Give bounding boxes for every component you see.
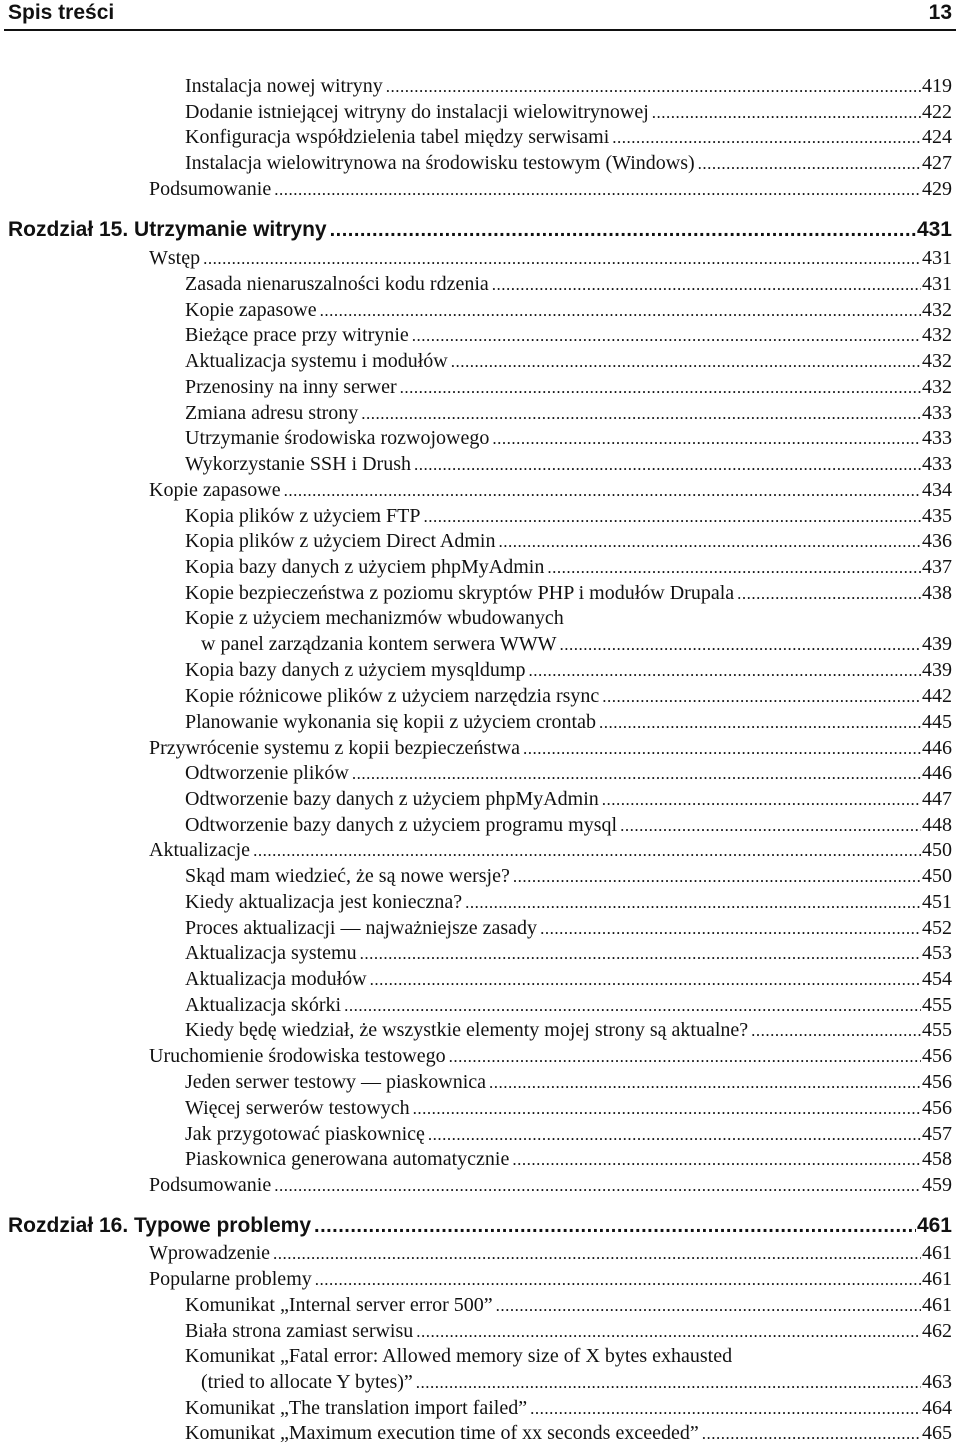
toc-entry[interactable]: [185, 425, 952, 452]
toc-entry-title: Kiedy będę wiedział, że wszystkie elementy mojej strony są aktualne?: [185, 1019, 749, 1041]
dot-leader: [320, 298, 921, 324]
dot-leader: [203, 246, 921, 272]
toc-entry[interactable]: [185, 1292, 952, 1319]
dot-leader: [612, 125, 921, 151]
toc-entry-page: 456: [922, 1097, 952, 1119]
toc-entry[interactable]: [185, 99, 952, 126]
toc-entry-title: Odtworzenie bazy danych z użyciem programu mysql: [185, 814, 618, 836]
toc-entry[interactable]: [185, 374, 952, 401]
toc-entry-title: Kopie zapasowe: [149, 479, 281, 501]
toc-entry-title: Aktualizacje: [149, 839, 251, 861]
dot-leader: [492, 426, 921, 452]
toc-entry-title: Instalacja wielowitrynowa na środowisku testowym (Windows): [185, 152, 695, 174]
toc-entry-title: Kiedy aktualizacja jest konieczna?: [185, 891, 463, 913]
dot-leader: [315, 1267, 921, 1293]
toc-entry[interactable]: [149, 1266, 952, 1293]
toc-chapter-title: Rozdział 15. Utrzymanie witryny: [8, 218, 327, 241]
toc-entry[interactable]: [185, 297, 952, 324]
toc-entry-page: 432: [922, 324, 952, 346]
toc-entry-page: 453: [922, 942, 952, 964]
toc-entry[interactable]: [185, 760, 952, 787]
toc-entry-page: 437: [922, 556, 952, 578]
dot-leader: [528, 658, 921, 684]
dot-leader: [253, 838, 921, 864]
toc-entry[interactable]: [185, 1069, 952, 1096]
toc-entry-page: 456: [922, 1071, 952, 1093]
toc-entry[interactable]: [149, 1043, 952, 1070]
toc-entry[interactable]: [185, 322, 952, 349]
toc-entry-title: Kopie bezpieczeństwa z poziomu skryptów PHP i modułów Drupala: [185, 582, 735, 604]
toc-entry-page: 432: [922, 376, 952, 398]
toc-entry-title: Proces aktualizacji — najważniejsze zasady: [185, 917, 538, 939]
toc-entry[interactable]: [185, 124, 952, 151]
dot-leader: [599, 710, 921, 736]
toc-entry-page: 429: [922, 178, 952, 200]
dot-leader: [498, 529, 921, 555]
dot-leader: [413, 1096, 921, 1122]
dot-leader: [620, 813, 921, 839]
toc-entry-page: 433: [922, 453, 952, 475]
toc-entry-page: 439: [922, 659, 952, 681]
toc-entry[interactable]: [149, 245, 952, 272]
dot-leader: [416, 1370, 921, 1396]
toc-entry-title: Jeden serwer testowy — piaskownica: [185, 1071, 487, 1093]
dot-leader: [602, 787, 921, 813]
dot-leader: [314, 1212, 916, 1240]
dot-leader: [386, 74, 921, 100]
toc-entry[interactable]: [185, 1146, 952, 1173]
dot-leader: [360, 941, 921, 967]
dot-leader: [274, 177, 921, 203]
toc-entry[interactable]: [185, 1017, 952, 1044]
toc-entry[interactable]: [185, 1095, 952, 1122]
toc-entry[interactable]: [185, 1395, 952, 1422]
toc-entry-page: 434: [922, 479, 952, 501]
toc-entry-page: 455: [922, 994, 952, 1016]
dot-leader: [352, 761, 921, 787]
dot-leader: [492, 272, 921, 298]
toc-entry-page: 433: [922, 427, 952, 449]
dot-leader: [737, 581, 921, 607]
toc-entry-title: Instalacja nowej witryny: [185, 75, 383, 97]
toc-entry-title: Kopia plików z użyciem Direct Admin: [185, 530, 496, 552]
toc-entry[interactable]: [185, 348, 952, 375]
toc-entry[interactable]: [185, 812, 952, 839]
toc-entry-title: Komunikat „The translation import failed”: [185, 1397, 528, 1419]
toc-entry-title: Kopie zapasowe: [185, 299, 317, 321]
toc-entry[interactable]: [185, 73, 952, 100]
running-header-title: Spis treści: [8, 1, 115, 24]
toc-entry[interactable]: [185, 451, 952, 478]
dot-leader: [652, 100, 921, 126]
dot-leader: [449, 1044, 921, 1070]
toc-entry-title: Popularne problemy: [149, 1268, 312, 1290]
toc-entry[interactable]: [185, 966, 952, 993]
toc-entry-page: 464: [922, 1397, 952, 1419]
toc-entry[interactable]: [185, 786, 952, 813]
toc-entry-title: Uruchomienie środowiska testowego: [149, 1045, 446, 1067]
toc-entry-title: Aktualizacja systemu i modułów: [185, 350, 448, 372]
toc-entry-title: Kopie różnicowe plików z użyciem narzędzia rsync: [185, 685, 600, 707]
dot-leader: [424, 504, 921, 530]
toc-entry-title: Odtworzenie plików: [185, 762, 349, 784]
toc-entry-title: (tried to allocate Y bytes)”: [201, 1371, 413, 1393]
toc-entry-page: 451: [922, 891, 952, 913]
dot-leader: [698, 151, 921, 177]
toc-entry-title: Jak przygotować piaskownicę: [185, 1123, 425, 1145]
toc-entry-title: Kopia bazy danych z użyciem phpMyAdmin: [185, 556, 545, 578]
dot-leader: [451, 349, 921, 375]
toc-entry-page: 459: [922, 1174, 952, 1196]
toc-entry-page: 461: [922, 1242, 952, 1264]
dot-leader: [496, 1293, 921, 1319]
dot-leader: [489, 1070, 921, 1096]
toc-entry-title: Kopia bazy danych z użyciem mysqldump: [185, 659, 526, 681]
dot-leader: [602, 684, 921, 710]
dot-leader: [512, 1147, 921, 1173]
toc-entry-title: Przenosiny na inny serwer: [185, 376, 397, 398]
toc-entry[interactable]: [185, 992, 952, 1019]
dot-leader: [416, 1319, 921, 1345]
toc-entry[interactable]: [185, 528, 952, 555]
toc-entry-page: 452: [922, 917, 952, 939]
dot-leader: [274, 1173, 921, 1199]
toc-entry-title: Zasada nienaruszalności kodu rdzenia: [185, 273, 489, 295]
toc-entry-page: 424: [922, 126, 952, 148]
toc-entry-title-line1: Kopie z użyciem mechanizmów wbudowanych: [185, 607, 564, 629]
dot-leader: [330, 216, 916, 244]
toc-entry-page: 462: [922, 1320, 952, 1342]
toc-entry-page: 433: [922, 402, 952, 424]
toc-entry[interactable]: [185, 503, 952, 530]
toc-entry-title: Zmiana adresu strony: [185, 402, 359, 424]
toc-entry-page: 461: [922, 1294, 952, 1316]
toc-entry[interactable]: [185, 657, 952, 684]
toc-chapter-entry[interactable]: [8, 216, 952, 244]
toc-entry-page: 427: [922, 152, 952, 174]
dot-leader: [547, 555, 921, 581]
toc-entry[interactable]: [185, 1121, 952, 1148]
toc-entry-page: 458: [922, 1148, 952, 1170]
toc-entry-page: 436: [922, 530, 952, 552]
toc-entry[interactable]: [185, 709, 952, 736]
toc-entry-title-line1: Komunikat „Fatal error: Allowed memory size of X bytes exhausted: [185, 1345, 733, 1367]
toc-entry[interactable]: [185, 150, 952, 177]
toc-entry[interactable]: [185, 580, 952, 607]
dot-leader: [428, 1122, 921, 1148]
toc-chapter-page: 431: [916, 218, 952, 241]
dot-leader: [414, 452, 921, 478]
toc-entry-title: Dodanie istniejącej witryny do instalacji wielowitrynowej: [185, 101, 649, 123]
toc-entry-title: Kopia plików z użyciem FTP: [185, 505, 421, 527]
toc-entry-page: 456: [922, 1045, 952, 1067]
toc-entry[interactable]: [149, 1172, 952, 1199]
toc-entry-title: Biała strona zamiast serwisu: [185, 1320, 414, 1342]
toc-chapter-title: Rozdział 16. Typowe problemy: [8, 1214, 312, 1237]
toc-entry-page: 431: [922, 273, 952, 295]
toc-entry-title: Komunikat „Maximum execution time of xx seconds exceeded”: [185, 1422, 699, 1444]
toc-entry-title: Skąd mam wiedzieć, że są nowe wersje?: [185, 865, 510, 887]
toc-entry-page: 432: [922, 350, 952, 372]
toc-entry-page: 431: [922, 247, 952, 269]
dot-leader: [530, 1396, 921, 1422]
toc-entry-title: Podsumowanie: [149, 1174, 272, 1196]
toc-entry-title: Planowanie wykonania się kopii z użyciem crontab: [185, 711, 596, 733]
toc-entry[interactable]: [185, 400, 952, 427]
toc-entry-title: w panel zarządzania kontem serwera WWW: [201, 633, 557, 655]
header-rule: [4, 29, 956, 31]
dot-leader: [465, 890, 921, 916]
toc-entry-page: 454: [922, 968, 952, 990]
toc-entry[interactable]: [149, 176, 952, 203]
toc-entry-page: 447: [922, 788, 952, 810]
dot-leader: [412, 323, 921, 349]
toc-entry-page: 446: [922, 762, 952, 784]
toc-entry-page: 448: [922, 814, 952, 836]
toc-entry-title: Przywrócenie systemu z kopii bezpieczeństwa: [149, 737, 520, 759]
toc-entry[interactable]: [185, 554, 952, 581]
dot-leader: [523, 736, 921, 762]
dot-leader: [513, 864, 921, 890]
toc-entry-page: 455: [922, 1019, 952, 1041]
toc-entry-page: 461: [922, 1268, 952, 1290]
dot-leader: [344, 993, 921, 1019]
toc-entry-title: Aktualizacja systemu: [185, 942, 357, 964]
toc-entry[interactable]: [185, 915, 952, 942]
dot-leader: [370, 967, 921, 993]
toc-entry[interactable]: [149, 477, 952, 504]
toc-entry-page: 450: [922, 839, 952, 861]
dot-leader: [284, 478, 921, 504]
toc-entry[interactable]: [149, 837, 952, 864]
toc-entry-title: Aktualizacja modułów: [185, 968, 367, 990]
toc-entry-page: 463: [922, 1371, 952, 1393]
toc-entry-page: 439: [922, 633, 952, 655]
page-number: 13: [928, 1, 952, 24]
toc-entry[interactable]: [185, 683, 952, 710]
toc-entry-page: 465: [922, 1422, 952, 1444]
dot-leader: [702, 1421, 921, 1447]
toc-entry-page: 445: [922, 711, 952, 733]
toc-entry-title: Wykorzystanie SSH i Drush: [185, 453, 411, 475]
toc-entry-title: Piaskownica generowana automatycznie: [185, 1148, 510, 1170]
dot-leader: [361, 401, 921, 427]
toc-chapter-page: 461: [916, 1214, 952, 1237]
toc-entry-title: Podsumowanie: [149, 178, 272, 200]
toc-entry[interactable]: [185, 1318, 952, 1345]
toc-entry-title: Aktualizacja skórki: [185, 994, 342, 1016]
dot-leader: [751, 1018, 921, 1044]
toc-entry[interactable]: [185, 271, 952, 298]
toc-entry[interactable]: [185, 940, 952, 967]
toc-entry[interactable]: [185, 889, 952, 916]
toc-entry-title: Komunikat „Internal server error 500”: [185, 1294, 493, 1316]
toc-entry-page: 442: [922, 685, 952, 707]
toc-entry-page: 450: [922, 865, 952, 887]
toc-entry-page: 432: [922, 299, 952, 321]
toc-entry-title: Bieżące prace przy witrynie: [185, 324, 409, 346]
dot-leader: [540, 916, 921, 942]
dot-leader: [273, 1241, 921, 1267]
toc-entry[interactable]: [201, 1369, 952, 1396]
toc-entry-page: 422: [922, 101, 952, 123]
toc-entry-page: 457: [922, 1123, 952, 1145]
toc-entry[interactable]: [149, 1240, 952, 1267]
toc-entry-page: 435: [922, 505, 952, 527]
toc-entry-title: Konfiguracja współdzielenia tabel między serwisami: [185, 126, 610, 148]
page-header: [0, 0, 960, 32]
toc-entry-page: 446: [922, 737, 952, 759]
toc-entry-title: Wstęp: [149, 247, 201, 269]
toc-entry-title: Odtworzenie bazy danych z użyciem phpMyAdmin: [185, 788, 599, 810]
toc-entry-page: 438: [922, 582, 952, 604]
dot-leader: [400, 375, 921, 401]
dot-leader: [560, 632, 921, 658]
toc-chapter-entry[interactable]: [8, 1212, 952, 1240]
toc-entry-title: Wprowadzenie: [149, 1242, 271, 1264]
toc-entry[interactable]: [185, 1420, 952, 1447]
toc-entry-page: 419: [922, 75, 952, 97]
toc-entry[interactable]: [201, 631, 952, 658]
toc-entry[interactable]: [185, 863, 952, 890]
toc-entry-title: Więcej serwerów testowych: [185, 1097, 410, 1119]
toc-entry-title: Utrzymanie środowiska rozwojowego: [185, 427, 490, 449]
toc-entry[interactable]: [149, 735, 952, 762]
